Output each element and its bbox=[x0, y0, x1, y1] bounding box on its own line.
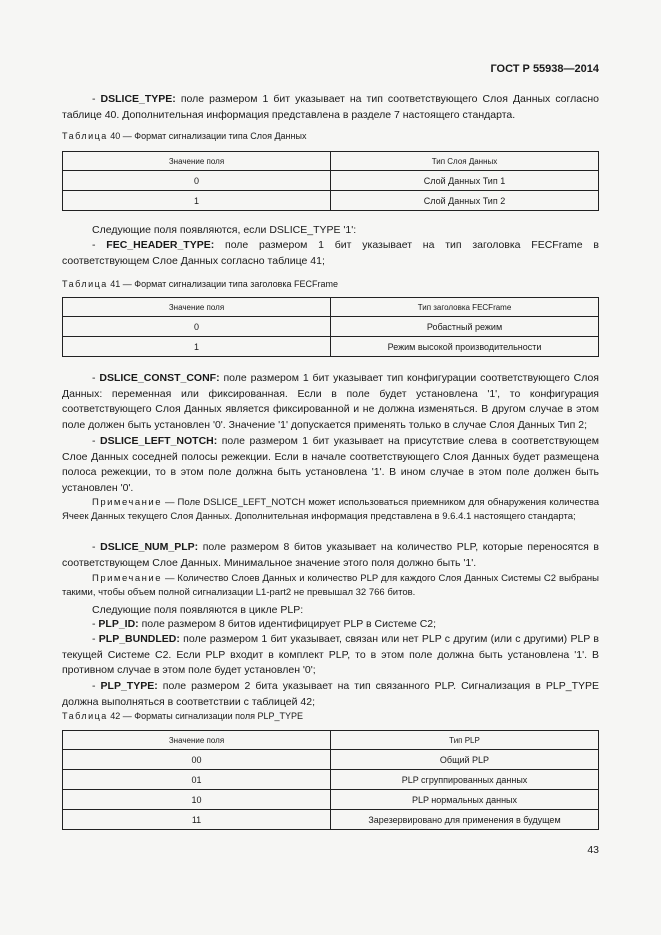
table-header-cell: Тип PLP bbox=[331, 731, 599, 750]
table-row bbox=[63, 750, 599, 770]
table-cell: Зарезервировано для применения в будущем bbox=[331, 810, 599, 830]
paragraph-text: поле размером 8 битов идентифицирует PLP в Системе С2; bbox=[138, 618, 437, 630]
table-cell: 0 bbox=[63, 317, 331, 337]
table-header-cell: Тип заголовка FECFrame bbox=[331, 298, 599, 317]
table-cell: PLP нормальных данных bbox=[331, 790, 599, 810]
paragraph-condition: Следующие поля появляются, если DSLICE_TYPE '1': bbox=[92, 224, 357, 236]
table-41 bbox=[62, 297, 599, 357]
field-term: PLP_ID: bbox=[98, 618, 139, 630]
table-cell: Робастный режим bbox=[331, 317, 599, 337]
paragraph-text: поле размером 1 бит указывает, связан или нет PLP с другим (или с другими) PLP в текущей Системе С2. Если PLP входит в комплект PLP, то в этом поле должна быть установлена '1'. В противном случае в этом поле будет установлен '0'; bbox=[62, 633, 599, 676]
note-2: Примечание — Количество Слоев Данных и количество PLP для каждого Слоя Данных Системы С2 выбраны такими, чтобы объем полной сигнализации L1-part2 не превышал 32 766 битов. bbox=[62, 573, 599, 598]
field-term: DSLICE_LEFT_NOTCH: bbox=[99, 435, 218, 447]
field-term: PLP_TYPE: bbox=[100, 680, 158, 692]
paragraph-dslice-type: - DSLICE_TYPE: поле размером 1 бит указывает на тип соответствующего Слоя Данных согласно таблице 40. Дополнительная информация представлена в разделе 7 настоящего стандарта. bbox=[62, 93, 599, 121]
paragraph-plp-bundled: - PLP_BUNDLED: поле размером 1 бит указывает, связан или нет PLP с другим (или с другими) PLP в текущей Системе С2. Если PLP входит в комплект PLP, то в этом поле должна быть установлена '1'. В противном случае в этом поле будет установлен '0'; bbox=[62, 633, 599, 676]
table-row bbox=[63, 191, 599, 211]
table-41-caption: Таблица 41 — Формат сигнализации типа заголовка FECFrame bbox=[62, 279, 339, 289]
paragraph-dslice-left-notch: - DSLICE_LEFT_NOTCH: поле размером 1 бит указывает на присутствие слева в соответствующем Слое Данных соседней полосы режекции. Если в начале соответствующего Слоя Данных будет размещена полоса режекции, то в этом поле должна быть установлена '1'. В ином случае в этом поле должен быть установлен '0'. bbox=[62, 435, 599, 494]
field-term: DSLICE_NUM_PLP: bbox=[100, 541, 199, 553]
table-cell: Слой Данных Тип 2 bbox=[331, 191, 599, 211]
table-42 bbox=[62, 730, 599, 830]
field-term: PLP_BUNDLED: bbox=[98, 633, 180, 645]
paragraph-text: поле размером 8 битов указывает на количество PLP, которые переносятся в соответствующем Слое Данных. Минимальное значение этого поля должно быть '1'. bbox=[62, 541, 600, 569]
paragraph-fec-header-type: - FEC_HEADER_TYPE: поле размером 1 бит указывает на тип заголовка FECFrame в соответствующем Слое Данных согласно таблице 41; bbox=[62, 239, 599, 267]
table-cell: Общий PLP bbox=[331, 750, 599, 770]
table-row bbox=[63, 810, 599, 830]
paragraph-plp-loop: Следующие поля появляются в цикле PLP: bbox=[92, 604, 304, 616]
page-number: 43 bbox=[587, 844, 599, 856]
table-row bbox=[63, 770, 599, 790]
standard-header: ГОСТ Р 55938—2014 bbox=[490, 63, 599, 75]
paragraph-plp-id: - PLP_ID: поле размером 8 битов идентифицирует PLP в Системе С2; bbox=[92, 618, 437, 630]
paragraph-text: поле размером 1 бит указывает на присутствие слева в соответствующем Слое Данных соседней полосы режекции. Если в начале соответствующего Слоя Данных будет размещена полоса режекции, то в этом поле должна быть установлена '1'. В ином случае в этом поле должен быть установлен '0'. bbox=[62, 435, 599, 494]
table-row bbox=[63, 171, 599, 191]
paragraph-text: поле размером 1 бит указывает на тип соответствующего Слоя Данных согласно таблице 40. Дополнительная информация представлена в разделе 7 настоящего стандарта. bbox=[62, 93, 599, 121]
paragraph-dslice-num-plp: - DSLICE_NUM_PLP: поле размером 8 битов указывает на количество PLP, которые переносятся в соответствующем Слое Данных. Минимальное значение этого поля должно быть '1'. bbox=[62, 541, 600, 569]
field-term: DSLICE_CONST_CONF: bbox=[99, 372, 220, 384]
table-cell: Режим высокой производительности bbox=[331, 337, 599, 357]
table-42-caption: Таблица 42 — Форматы сигнализации поля PLP_TYPE bbox=[62, 711, 303, 721]
table-header-cell: Значение поля bbox=[63, 152, 331, 171]
paragraph-dslice-const-conf: - DSLICE_CONST_CONF: поле размером 1 бит указывает тип конфигурации соответствующего Слоя Данных: переменная или фиксированная. Если в поле будет установлена '1', то конфигурация соответствующего Слоя Данных является фиксированной и не должна изменяться. В другом случае в этом поле должен быть установлен '0'. Значение '1' допускается применять только в случае Слоя Данных Тип 2; bbox=[62, 372, 599, 431]
table-cell: 00 bbox=[63, 750, 331, 770]
field-term: FEC_HEADER_TYPE: bbox=[106, 239, 215, 251]
table-cell: Слой Данных Тип 1 bbox=[331, 171, 599, 191]
table-row bbox=[63, 790, 599, 810]
table-cell: 1 bbox=[63, 191, 331, 211]
table-header-cell: Значение поля bbox=[63, 298, 331, 317]
table-header-cell: Значение поля bbox=[63, 731, 331, 750]
table-40 bbox=[62, 151, 599, 211]
table-cell: 1 bbox=[63, 337, 331, 357]
table-40-caption: Таблица 40 — Формат сигнализации типа Слоя Данных bbox=[62, 131, 307, 141]
table-cell: PLP сгруппированных данных bbox=[331, 770, 599, 790]
table-cell: 01 bbox=[63, 770, 331, 790]
field-term: DSLICE_TYPE: bbox=[100, 93, 176, 105]
table-row bbox=[63, 317, 599, 337]
table-cell: 11 bbox=[63, 810, 331, 830]
table-row bbox=[63, 337, 599, 357]
table-cell: 10 bbox=[63, 790, 331, 810]
note-1: Примечание — Поле DSLICE_LEFT_NOTCH может использоваться приемником для обнаружения количества Ячеек Данных текущего Слоя Данных. Дополнительная информация представлена в 9.6.4.1 настоящего стандарта; bbox=[62, 497, 599, 522]
paragraph-text: поле размером 1 бит указывает тип конфигурации соответствующего Слоя Данных: переменная или фиксированная. Если в поле будет установлена '1', то конфигурация соответствующего Слоя Данных является фиксированной и не должна изменяться. В другом случае в этом поле должен быть установлен '0'. Значение '1' допускается применять только в случае Слоя Данных Тип 2; bbox=[62, 372, 599, 431]
table-cell: 0 bbox=[63, 171, 331, 191]
paragraph-text: поле размером 2 бита указывает на тип связанного PLP. Сигнализация в PLP_TYPE должна выполняться в соответствии с таблицей 42; bbox=[62, 680, 599, 708]
paragraph-plp-type: - PLP_TYPE: поле размером 2 бита указывает на тип связанного PLP. Сигнализация в PLP_TYPE должна выполняться в соответствии с таблицей 42; bbox=[62, 680, 599, 708]
table-header-cell: Тип Слоя Данных bbox=[331, 152, 599, 171]
paragraph-text: поле размером 1 бит указывает на тип заголовка FECFrame в соответствующем Слое Данных согласно таблице 41; bbox=[62, 239, 599, 267]
